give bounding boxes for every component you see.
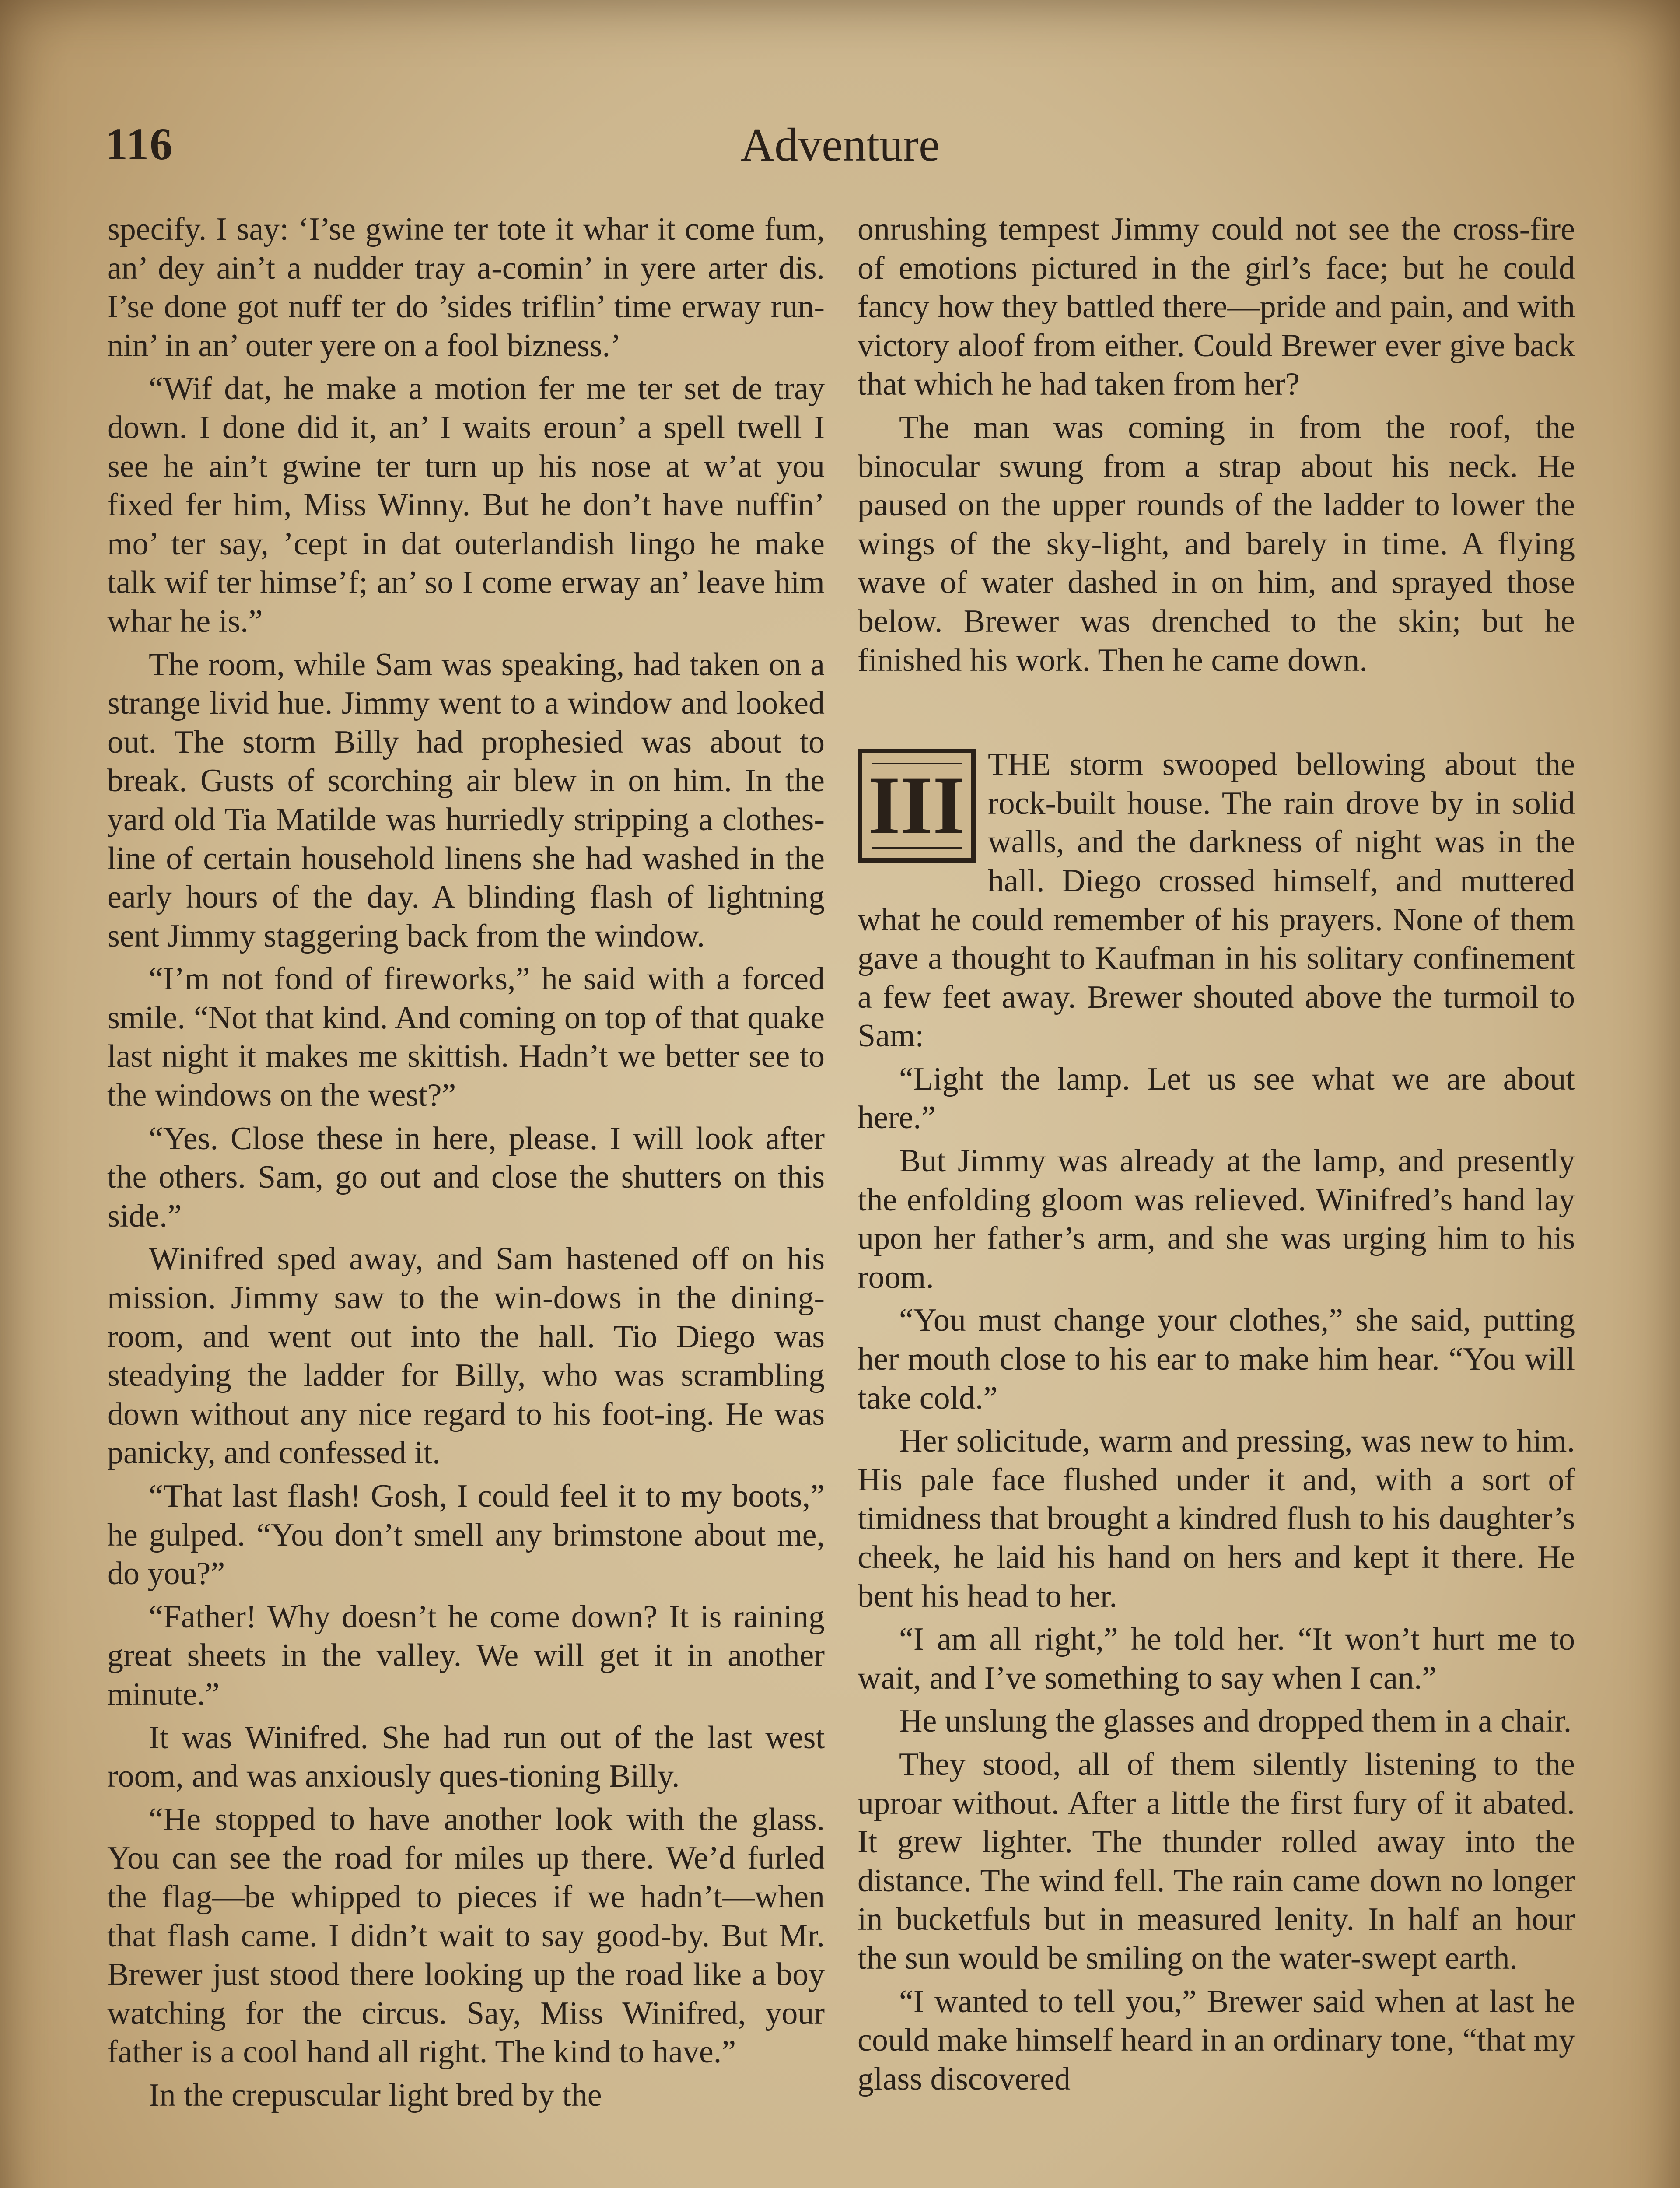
paragraph-text: The man was coming in from the roof, the binocular swung from a strap about his neck. He paused on the upper rounds of the ladder to lower the wings of the sky-light, and barely in time. A flying wave of water dashed in on him, and sprayed those below. Brewer was drenched to the skin; but he finished his work. Then he came down. [858, 409, 1575, 678]
page-number: 116 [105, 119, 174, 169]
paragraph [858, 1422, 1575, 1616]
paragraph [858, 1745, 1575, 1978]
paragraph-text: “I wanted to tell you,” Brewer said when at last he could make himself heard in an ordinary tone, “that my glass discovered [858, 1983, 1575, 2097]
paragraph [107, 1598, 825, 1714]
paragraph [107, 1800, 825, 2072]
paragraph [858, 1301, 1575, 1417]
paragraph [107, 645, 825, 956]
left-text-column [107, 210, 825, 2119]
paragraph [107, 210, 825, 365]
section-number: III [863, 764, 970, 847]
paragraph-text: Her solicitude, warm and pressing, was new to him. His pale face flushed under it and, with a sort of timidness that brought a kindred flush to his daughter’s cheek, he laid his hand on hers and kept it there. He bent his head to her. [858, 1423, 1575, 1614]
paragraph-text: “I’m not fond of fireworks,” he said with a forced smile. “Not that kind. And coming on top of that quake last night it makes me skittish. Hadn’t we better see to the windows on the west?” [107, 961, 825, 1114]
paragraph-text: “Father! Why doesn’t he come down? It is raining great sheets in the valley. We will get it in another minute.” [107, 1599, 825, 1712]
paragraph-text: But Jimmy was already at the lamp, and presently the enfolding gloom was relieved. Winifred’s hand lay upon her father’s arm, and she was urging him to his room. [858, 1143, 1575, 1295]
paragraph [107, 1718, 825, 1796]
paragraph-text: “He stopped to have another look with the glass. You can see the road for miles up there. We’d furled the flag—be whipped to pieces if we hadn’t—when that flash came. I didn’t wait to say good-by. But Mr. Brewer just stood there looking up the road like a boy watching for the circus. Say, Miss Winifred, your father is a cool hand all right. The kind to have.” [107, 1801, 825, 2070]
paragraph-text: “Yes. Close these in here, please. I will look after the others. Sam, go out and close the shutters on this side.” [107, 1120, 825, 1234]
paragraph-text: “Wif dat, he make a motion fer me ter set de tray down. I done did it, an’ I waits eroun’ a spell twell I see he ain’t gwine ter turn up his nose at w’at you fixed fer him, Miss Winny. But he don’t have nuffin’ mo’ ter say, ’cept in dat outerlandish lingo he make talk wif ter himse’f; an’ so I come erway an’ leave him whar he is.” [107, 371, 825, 639]
paragraph [858, 745, 1575, 1055]
paragraph [107, 2076, 825, 2115]
paragraph [858, 210, 1575, 404]
running-title: Adventure [740, 119, 940, 171]
paragraph [107, 369, 825, 641]
paragraph-text: Winifred sped away, and Sam hastened off on his mission. Jimmy saw to the win-dows in the dining-room, and went out into the hall. Tio Diego was steadying the ladder for Billy, who was scrambling down without any nice regard to his foot-ing. He was panicky, and confessed it. [107, 1241, 825, 1471]
paragraph [107, 960, 825, 1115]
paragraph-text: THE storm swooped bellowing about the rock-built house. The rain drove by in solid walls, and the darkness of night was in the hall. Diego crossed himself, and muttered what he could remember of his prayers. None of them gave a thought to Kaufman in his solitary confinement a few feet away. Brewer shouted above the turmoil to Sam: [858, 747, 1575, 1054]
paragraph [858, 1060, 1575, 1137]
paragraph [858, 1620, 1575, 1697]
paragraph-text: They stood, all of them silently listening to the uproar without. After a little the first fury of it abated. It grew lighter. The thunder rolled away into the distance. The wind fell. The rain came down no longer in bucketfuls but in measured lenity. In half an hour the sun would be smiling on the water-swept earth. [858, 1746, 1575, 1976]
paragraph [858, 1982, 1575, 2099]
paragraph-text: It was Winifred. She had run out of the last west room, and was anxiously ques-tioning Billy. [107, 1719, 825, 1795]
paragraph-text: onrushing tempest Jimmy could not see the cross-fire of emotions pictured in the girl’s face; but he could fancy how they battled there—pride and pain, and with victory aloof from either. Could Brewer ever give back that which he had taken from her? [858, 211, 1575, 403]
paragraph-text: In the crepuscular light bred by the [149, 2077, 602, 2113]
paragraph-text: “Light the lamp. Let us see what we are about here.” [858, 1061, 1575, 1136]
paragraph [107, 1477, 825, 1593]
paragraph [107, 1240, 825, 1473]
section-number-ornament [858, 749, 976, 863]
paragraph [107, 1119, 825, 1236]
paragraph-text: “You must change your clothes,” she said, putting her mouth close to his ear to make him hear. “You will take cold.” [858, 1302, 1575, 1416]
right-text-column [858, 210, 1575, 2103]
paragraph-text: specify. I say: ‘I’se gwine ter tote it whar it come fum, an’ dey ain’t a nudder tray a-comin’ in yere arter dis. I’se done got nuff ter do ’sides triflin’ time erway run-nin’ in an’ outer yere on a fool bizness.’ [107, 211, 825, 364]
paragraph [858, 408, 1575, 680]
paragraph [858, 1142, 1575, 1297]
paragraph-text: “That last flash! Gosh, I could feel it to my boots,” he gulped. “You don’t smell any brimstone about me, do you?” [107, 1478, 825, 1592]
paragraph-text: “I am all right,” he told her. “It won’t hurt me to wait, and I’ve something to say when I can.” [858, 1621, 1575, 1696]
paragraph-text: The room, while Sam was speaking, had taken on a strange livid hue. Jimmy went to a window and looked out. The storm Billy had prophesied was about to break. Gusts of scorching air blew in on him. In the yard old Tia Matilde was hurriedly stripping a clothes-line of certain household linens she had washed in the early hours of the day. A blinding flash of lightning sent Jimmy staggering back from the window. [107, 646, 825, 954]
paragraph-text: He unslung the glasses and dropped them in a chair. [899, 1703, 1572, 1739]
paragraph [858, 1702, 1575, 1741]
running-header [105, 118, 1575, 184]
